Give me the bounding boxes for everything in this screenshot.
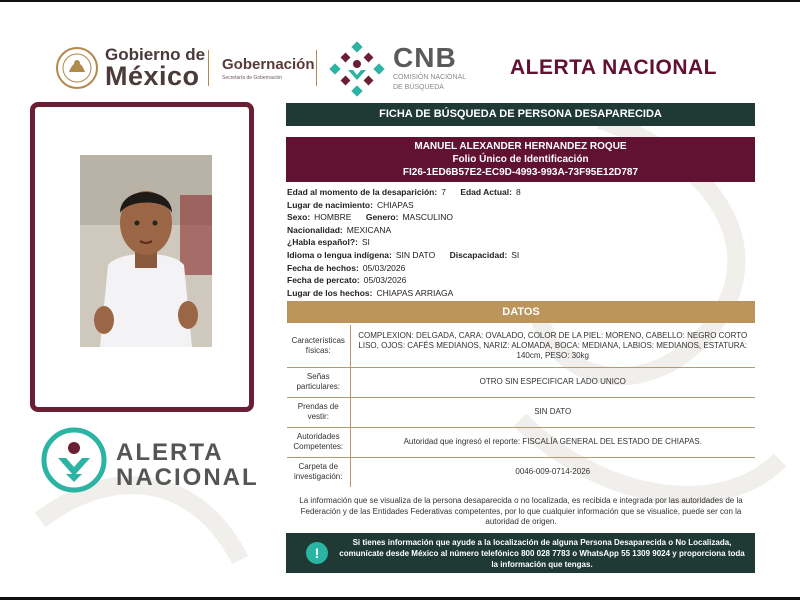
person-name: MANUEL ALEXANDER HERNANDEZ ROQUE [414, 141, 627, 152]
table-row [287, 397, 755, 427]
cnb-wordmark [393, 44, 466, 93]
nacionalidad-value: MEXICANA [346, 224, 392, 235]
cnb-logo-icon [328, 40, 386, 98]
info-row-sexo [287, 211, 533, 224]
cnb-subtitle-2: DE BÚSQUEDA [393, 84, 444, 92]
cnb-subtitle-1: COMISIÓN NACIONAL [393, 74, 467, 81]
lugar-hechos-label: Lugar de los hechos: [287, 287, 373, 298]
row-value: OTRO SIN ESPECIFICAR LADO UNICO [350, 367, 755, 397]
info-row-fecha-percato [287, 274, 533, 287]
lugar-nacimiento-value: CHIAPAS [376, 199, 414, 210]
datos-header: DATOS [287, 301, 755, 323]
table-row [287, 427, 755, 457]
header-divider [316, 50, 317, 86]
fecha-hechos-value: 05/03/2026 [362, 262, 406, 273]
person-photo-illustration [80, 155, 212, 347]
row-value: Autoridad que ingresó el reporte: FISCALÍA GENERAL DEL ESTADO DE CHIAPAS. [350, 427, 755, 457]
fecha-percato-label: Fecha de percato: [287, 275, 360, 286]
info-row-lugar-hechos [287, 287, 533, 300]
cnb-title: CNB [393, 42, 457, 73]
lugar-hechos-value: CHIAPAS ARRIAGA [376, 287, 454, 298]
folio-value: FI26-1ED6B57E2-EC9D-4993-993A-73F95E12D787 [402, 167, 639, 178]
info-row-edad [287, 186, 533, 199]
info-row-espanol [287, 236, 533, 249]
photo-card [30, 102, 254, 412]
sexo-value: HOMBRE [314, 212, 352, 223]
idioma-value: SIN DATO [395, 249, 436, 260]
person-info [287, 186, 533, 299]
sexo-label: Sexo: [287, 212, 311, 223]
genero-value: MASCULINO [402, 212, 453, 223]
help-bar [286, 533, 755, 573]
nacional-word: NACIONAL [116, 464, 259, 492]
edad-desaparicion-label: Edad al momento de la desaparición: [287, 187, 438, 197]
alerta-word: ALERTA [116, 439, 224, 466]
header-divider [208, 50, 209, 86]
row-value: SIN DATO [350, 397, 755, 427]
row-label: Autoridades Competentes: [287, 427, 350, 457]
fecha-hechos-label: Fecha de hechos: [287, 262, 359, 273]
row-label: Características físicas: [287, 325, 350, 367]
row-label: Señas particulares: [287, 367, 350, 397]
row-value: COMPLEXION: DELGADA, CARA: OVALADO, COLOR DE LA PIEL: MORENO, CABELLO: NEGRO CORTO LISO, OJOS: CAFÉS MEDIANOS, NARIZ: ALOMADA, BOCA: MEDIANA, LABIOS: MEDIANOS, ESTATURA: 140cm, PESO: 30kg [358, 330, 748, 360]
alerta-nacional-title: ALERTA NACIONAL [510, 56, 717, 79]
edad-actual-value: 8 [515, 187, 521, 197]
datos-table [287, 325, 755, 487]
gobierno-de-text: Gobierno de [105, 45, 206, 64]
info-row-idioma [287, 249, 533, 262]
edad-actual-label: Edad Actual: [460, 187, 512, 197]
nacionalidad-label: Nacionalidad: [287, 224, 343, 235]
national-seal-icon [55, 46, 99, 90]
discapacidad-label: Discapacidad: [449, 249, 508, 260]
row-value: 0046-009-0714-2026 [350, 457, 755, 487]
table-row [287, 367, 755, 397]
table-row [287, 457, 755, 487]
disclaimer-text: La información que se visualiza de la persona desaparecida o no localizada, es recibida e integrada por las autoridades de la Federación y de las Entidades Federativas competentes, por lo que cualquier información que se visualice, puede ser con la autoridad de origen. [299, 496, 743, 526]
gobernacion-logo [222, 56, 315, 81]
mexico-text: México [105, 61, 200, 91]
gobernacion-text: Gobernación [222, 56, 315, 73]
genero-label: Genero: [365, 212, 399, 223]
alerta-nacional-wordmark [116, 440, 259, 490]
person-photo [80, 155, 212, 347]
help-text: Si tienes información que ayude a la localización de alguna Persona Desaparecida o No Localizada, comunícate desde México al número telefónico 800 028 7783 o WhatsApp 55 1309 9024 y proporciona toda la información que tengas. [339, 538, 745, 569]
idioma-label: Idioma o lengua indígena: [287, 249, 392, 260]
person-identity-bar [286, 137, 755, 182]
info-row-lugar-nacimiento [287, 199, 533, 212]
fecha-percato-value: 05/03/2026 [363, 275, 407, 286]
ficha-title-bar: FICHA DE BÚSQUEDA DE PERSONA DESAPARECIDA [286, 103, 755, 126]
info-row-fecha-hechos [287, 262, 533, 275]
espanol-value: SI [361, 237, 370, 248]
lugar-nacimiento-label: Lugar de nacimiento: [287, 199, 373, 210]
info-row-nacionalidad [287, 224, 533, 237]
exclamation-icon: ! [306, 542, 328, 564]
folio-label: Folio Único de Identificación [452, 154, 589, 165]
table-row [287, 325, 755, 367]
alerta-nacional-logo-icon [40, 426, 108, 494]
gobierno-de-mexico-logo [55, 46, 205, 90]
gobernacion-subtext: Secretaría de Gobernación [222, 75, 283, 81]
discapacidad-value: SI [511, 249, 520, 260]
row-label: Prendas de vestir: [287, 397, 350, 427]
row-label: Carpeta de investigación: [287, 457, 350, 487]
espanol-label: ¿Habla español?: [287, 237, 358, 248]
edad-desaparicion-value: 7 [441, 187, 446, 197]
